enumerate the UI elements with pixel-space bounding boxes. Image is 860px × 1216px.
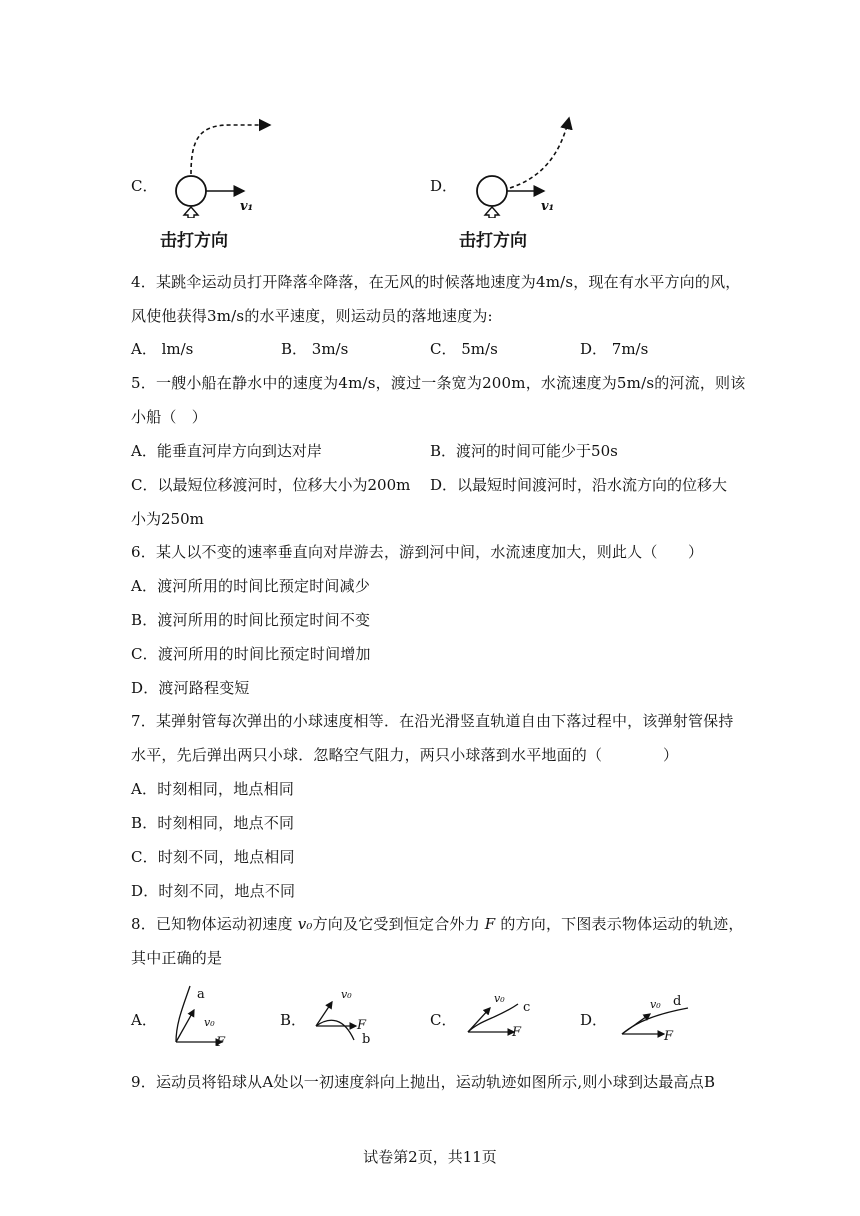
q5-line1: 5．一艘小船在静水中的速度为4m/s，渡过一条宽为200m，水流速度为5m/s的河流，则该 — [131, 374, 746, 392]
q7-option-b: B．时刻相同，地点不同 — [131, 814, 295, 832]
q6-option-c: C．渡河所用的时间比预定时间增加 — [131, 645, 371, 663]
q4-option-b: B． 3m/s — [281, 340, 349, 358]
page-footer: 试卷第2页，共11页 — [363, 1148, 497, 1166]
q3-option-c-letter: C． — [131, 177, 158, 195]
q3-figure-d — [470, 112, 590, 218]
force-label-d: F — [664, 1029, 674, 1044]
q3-caption-d: 击打方向 — [459, 231, 527, 251]
q8-line2: 其中正确的是 — [131, 949, 223, 967]
q5-option-c: C．以最短位移渡河时，位移大小为200m — [131, 476, 411, 494]
q8-line1: 8．已知物体运动初速度 v₀方向及它受到恒定合外力 F 的方向，下图表示物体运动的轨迹， — [131, 915, 744, 933]
q4-option-a: A． lm/s — [131, 340, 194, 358]
v0-symbol: v₀ — [297, 915, 313, 933]
q7-option-d: D．时刻不同，地点不同 — [131, 882, 296, 900]
hit-direction-arrow-icon — [485, 207, 499, 218]
ball-icon — [176, 176, 206, 206]
v1-label: v₁ — [541, 199, 555, 214]
ball-icon — [477, 176, 507, 206]
curve-label-c: c — [523, 1000, 531, 1015]
q8-option-b-letter: B． — [280, 1011, 307, 1029]
force-label-a: F — [216, 1035, 226, 1050]
q5-option-a: A．能垂直河岸方向到达对岸 — [131, 442, 322, 460]
v0-label-a: v₀ — [204, 1016, 215, 1029]
q9-line1: 9．运动员将铅球从A处以一初速度斜向上抛出，运动轨迹如图所示,则小球到达最高点B — [131, 1073, 716, 1091]
curve-label-a: a — [197, 987, 205, 1002]
q4-line2: 风使他获得3m/s的水平速度，则运动员的落地速度为: — [131, 307, 493, 325]
q6-option-a: A．渡河所用的时间比预定时间减少 — [131, 577, 371, 595]
q8-figure-b — [310, 988, 370, 1046]
v0-label-c: v₀ — [494, 992, 505, 1005]
q6-option-d: D．渡河路程变短 — [131, 679, 250, 697]
q4-line1: 4．某跳伞运动员打开降落伞降落，在无风的时候落地速度为4m/s，现在有水平方向的风， — [131, 273, 741, 291]
q3-option-d-letter: D． — [430, 177, 458, 195]
q3-figure-c — [170, 118, 290, 218]
trajectory-curve — [316, 1020, 354, 1040]
curve-label-d: d — [673, 994, 682, 1009]
curve-label-b: b — [362, 1032, 371, 1047]
velocity-arrow — [622, 1014, 650, 1034]
q7-line2: 水平，先后弹出两只小球．忽略空气阻力，两只小球落到水平地面的（ ） — [131, 746, 679, 764]
q8-option-d-letter: D． — [580, 1011, 608, 1029]
force-symbol: F — [484, 915, 496, 933]
q5-option-d: D．以最短时间渡河时，沿水流方向的位移大 — [430, 476, 728, 494]
q7-option-a: A．时刻相同，地点相同 — [131, 780, 295, 798]
q4-option-d: D． 7m/s — [580, 340, 649, 358]
trajectory-curve — [468, 1004, 518, 1032]
velocity-arrow — [176, 1010, 194, 1042]
q5-line2: 小船（ ） — [131, 408, 208, 426]
q6-option-b: B．渡河所用的时间比预定时间不变 — [131, 611, 371, 629]
force-label-b: F — [357, 1018, 367, 1033]
q5-option-d-cont: 小为250m — [131, 510, 204, 528]
v0-label-d: v₀ — [650, 998, 661, 1011]
q6-line1: 6．某人以不变的速率垂直向对岸游去，游到河中间，水流速度加大，则此人（ ） — [131, 543, 704, 561]
trajectory-curve — [622, 1008, 688, 1034]
trajectory-curve — [510, 118, 569, 188]
force-label-c: F — [512, 1025, 522, 1040]
v1-label: v₁ — [240, 199, 254, 214]
v0-label-b: v₀ — [341, 988, 352, 1001]
q5-option-b: B．渡河的时间可能少于50s — [430, 442, 618, 460]
q7-line1: 7．某弹射管每次弹出的小球速度相等．在沿光滑竖直轨道自由下落过程中，该弹射管保持 — [131, 712, 734, 730]
trajectory-curve — [191, 125, 270, 174]
hit-direction-arrow-icon — [184, 207, 198, 218]
velocity-arrow — [316, 1002, 332, 1026]
q8-option-c-letter: C． — [430, 1011, 457, 1029]
q7-option-c: C．时刻不同，地点相同 — [131, 848, 295, 866]
trajectory-curve — [176, 986, 190, 1042]
q4-option-c: C． 5m/s — [430, 340, 498, 358]
q3-caption-c: 击打方向 — [160, 231, 228, 251]
q8-option-a-letter: A． — [131, 1011, 157, 1029]
